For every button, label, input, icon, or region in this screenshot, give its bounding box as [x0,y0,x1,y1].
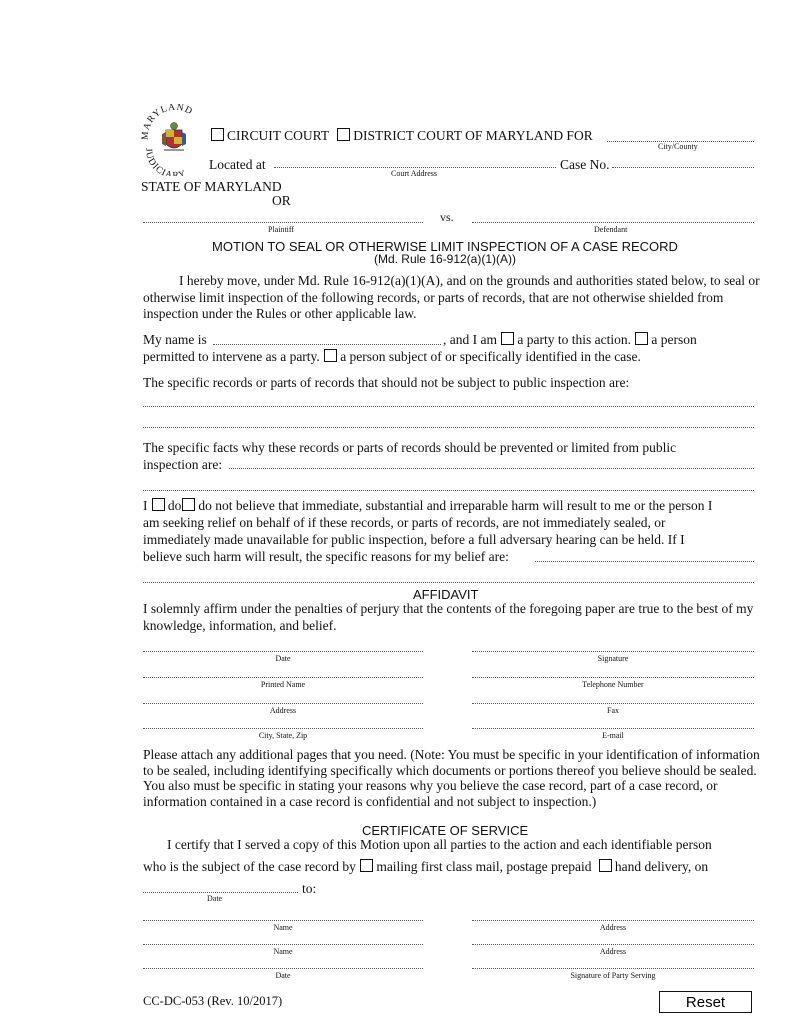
case-no-label: Case No. [560,157,610,172]
affidavit-text: I solemnly affirm under the penalties of perjury that the contents of the foregoing paper are true to the best of my knowledge, information, and belief. [143,601,754,633]
party-checkbox[interactable] [501,332,514,345]
circuit-court-checkbox[interactable] [211,128,224,141]
do-label: do [167,498,182,513]
mail-option-label: mailing first class mail, postage prepaid [376,859,592,874]
form-title: MOTION TO SEAL OR OTHERWISE LIMIT INSPECTION OF A CASE RECORD [212,239,678,254]
certificate-line-1: I certify that I served a copy of this Motion upon all parties to the action and each identifiable person [167,837,712,852]
facts-line-2[interactable] [143,490,754,491]
city-county-label: City/County [658,142,698,151]
printed-name-label: Printed Name [260,680,306,689]
hand-option-label: hand delivery, on [614,859,709,874]
seal-crest-icon [162,123,186,151]
affidavit-date-field[interactable] [143,651,423,663]
intro-paragraph: I hereby move, under Md. Rule 16-912(a)(1)(A), and on the grounds and authorities stated below, to seal or otherwise limit inspection of the following records, or parts of records, that are not otherwise shielded from inspection under the Rules or other applicable law. [143,273,760,321]
facts-prompt-line-1: The specific facts why these records or parts of records should be prevented or limited from public [143,440,677,455]
facts-line-1[interactable] [229,468,754,469]
court-address-field[interactable] [274,167,556,168]
to-label: to: [302,881,317,896]
served-name-field-1[interactable] [143,920,423,932]
records-prompt: The specific records or parts of records that should not be subject to public inspection are: [143,375,630,390]
form-subtitle: (Md. Rule 16-912(a)(1)(A)) [373,252,517,266]
party-option-label: a party to this action. [517,332,631,347]
my-name-row [143,332,207,348]
harm-line-1-rest: do not believe that immediate, substantial and irreparable harm will result to me or the person I [198,498,713,513]
harm-reasons-line-1[interactable] [535,561,754,562]
court-address-label: Court Address [391,169,437,178]
form-id: CC-DC-053 (Rev. 10/2017) [143,994,283,1008]
vs-label: vs. [440,210,454,224]
served-address-field-2[interactable] [472,944,754,956]
served-address-label-1: Address [599,923,627,932]
affidavit-heading: AFFIDAVIT [413,587,479,602]
records-line-2[interactable] [143,427,754,428]
certificate-date-field[interactable] [143,968,423,980]
court-type-row [210,128,593,144]
intervene-label: permitted to intervene as a party. [143,349,320,364]
plaintiff-field[interactable] [143,222,423,223]
seal-top-text: MARYLAND [140,104,195,141]
intervene-row [143,349,641,365]
affidavit-signature-label: Signature [597,654,629,663]
printed-name-field[interactable] [143,677,423,689]
district-court-checkbox[interactable] [337,128,350,141]
person-option-label: a person [651,332,697,347]
harm-line-1 [143,498,712,514]
signature-serving-field[interactable] [472,968,754,980]
served-address-field-1[interactable] [472,920,754,932]
hand-delivery-checkbox[interactable] [599,859,612,872]
facts-prompt-line-2: inspection are: [143,457,223,472]
or-label: OR [272,193,291,208]
person-checkbox[interactable] [635,332,648,345]
harm-line-2: am seeking relief on behalf of if these records, or parts of records, are not immediately sealed, or [143,515,666,530]
city-state-zip-label: City, State, Zip [258,731,308,740]
service-date-label: Date [207,894,223,903]
harm-line-4: believe such harm will result, the specific reasons for my belief are: [143,549,509,564]
service-date-field[interactable] [143,892,298,893]
signature-serving-label: Signature of Party Serving [570,971,656,980]
certificate-date-label: Date [275,971,291,980]
harm-reasons-line-2[interactable] [143,582,754,583]
harm-i-label: I [143,498,148,513]
seal-bottom-text: JUDICIA Y [142,147,188,176]
city-state-zip-field[interactable] [143,728,423,740]
harm-line-3: immediately made unavailable for public inspection, before a full adversary hearing can be held. If I [143,532,685,547]
state-of-maryland: STATE OF MARYLAND [141,179,282,194]
circuit-court-label: CIRCUIT COURT [227,128,329,143]
affidavit-date-label: Date [275,654,291,663]
served-name-field-2[interactable] [143,944,423,956]
my-name-field[interactable] [213,344,441,345]
subject-option-label: a person subject of or specifically identified in the case. [340,349,641,364]
party-row [443,332,697,348]
served-address-label-2: Address [599,947,627,956]
fax-field[interactable] [472,703,754,715]
affidavit-signature-field[interactable] [472,651,754,663]
certificate-line-2-start: who is the subject of the case record by [143,859,356,874]
reset-button[interactable]: Reset [659,991,752,1013]
certificate-line-2 [143,859,708,875]
my-name-label: My name is [143,332,207,347]
do-checkbox[interactable] [152,498,165,511]
located-at-label: Located at [209,157,266,172]
mail-checkbox[interactable] [360,859,373,872]
plaintiff-label: Plaintiff [268,225,295,234]
telephone-field[interactable] [472,677,754,689]
and-i-am-label: , and I am [443,332,497,347]
served-name-label-2: Name [273,947,293,956]
records-line-1[interactable] [143,406,754,407]
svg-text:JUDICIARY [143,148,188,176]
maryland-judiciary-seal [140,104,208,176]
served-name-label-1: Name [273,923,293,932]
certificate-heading: CERTIFICATE OF SERVICE [362,823,529,838]
do-not-checkbox[interactable] [182,498,195,511]
email-field[interactable] [472,728,754,740]
email-label: E-mail [602,731,624,740]
attachment-note: Please attach any additional pages that you need. (Note: You must be specific in your identification of information to be sealed, including identifying specifically which documents or portions thereof you believe should be sealed. You also must be specific in stating your reasons why you believe the case record, part of a case record, or information contained in a case record is confidential and not subject to inspection.) [143,747,760,809]
affidavit-address-field[interactable] [143,703,423,715]
subject-checkbox[interactable] [324,349,337,362]
telephone-label: Telephone Number [582,680,644,689]
defendant-label: Defendant [594,225,628,234]
defendant-field[interactable] [472,222,754,223]
affidavit-address-label: Address [269,706,297,715]
fax-label: Fax [607,706,619,715]
case-no-field[interactable] [612,167,754,168]
district-court-label: DISTRICT COURT OF MARYLAND FOR [353,128,593,143]
